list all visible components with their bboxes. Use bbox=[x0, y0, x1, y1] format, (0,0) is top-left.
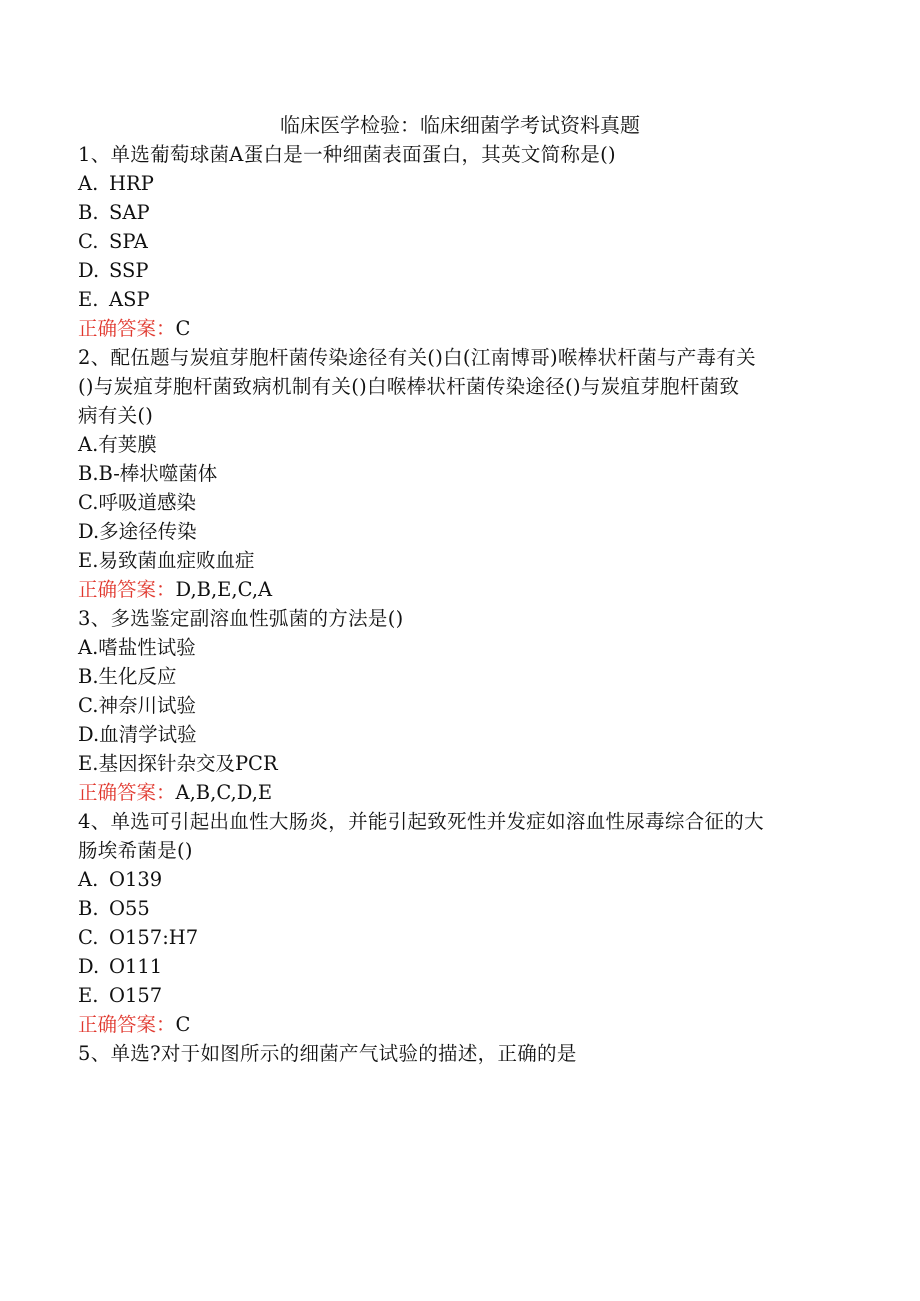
question-text: ()与炭疽芽胞杆菌致病机制有关()白喉棒状杆菌传染途径()与炭疽芽胞杆菌致 bbox=[78, 375, 740, 398]
option-letter: D. bbox=[78, 955, 100, 978]
option-text: O157:H7 bbox=[109, 926, 199, 949]
option-a bbox=[78, 430, 848, 459]
option-text: O111 bbox=[109, 955, 163, 978]
question-list bbox=[78, 140, 848, 1068]
option-text: 嗜盐性试验 bbox=[98, 636, 196, 659]
option-text: 生化反应 bbox=[98, 665, 177, 688]
option-text: 多途径传染 bbox=[99, 520, 197, 543]
option-a bbox=[78, 169, 848, 198]
question-text: 病有关() bbox=[78, 404, 154, 427]
option-text: SPA bbox=[109, 230, 148, 253]
option-b bbox=[78, 894, 848, 923]
option-text: 血清学试验 bbox=[99, 723, 197, 746]
answer-label: 正确答案： bbox=[78, 317, 176, 340]
question-5 bbox=[78, 1039, 848, 1068]
option-text: 神奈川试验 bbox=[98, 694, 196, 717]
option-d bbox=[78, 517, 848, 546]
option-d bbox=[78, 952, 848, 981]
option-text: 基因探针杂交及PCR bbox=[98, 752, 278, 775]
document-title: 临床医学检验：临床细菌学考试资料真题 bbox=[280, 113, 640, 137]
option-e bbox=[78, 546, 848, 575]
option-text: SSP bbox=[109, 259, 149, 282]
answer-label: 正确答案： bbox=[78, 781, 176, 804]
option-letter: B. bbox=[78, 665, 99, 688]
option-a bbox=[78, 633, 848, 662]
question-text: 肠埃希菌是() bbox=[78, 839, 193, 862]
question-1 bbox=[78, 140, 848, 343]
option-c bbox=[78, 691, 848, 720]
option-letter: D. bbox=[78, 520, 100, 543]
answer-label: 正确答案： bbox=[78, 578, 176, 601]
answer-value: C bbox=[175, 1013, 191, 1036]
question-text: 3、多选鉴定副溶血性弧菌的方法是() bbox=[78, 607, 404, 630]
option-text: O139 bbox=[109, 868, 163, 891]
option-letter: E. bbox=[78, 752, 99, 775]
option-letter: E. bbox=[78, 984, 99, 1007]
answer-value: C bbox=[175, 317, 191, 340]
option-letter: A. bbox=[78, 433, 99, 456]
answer-value: D,B,E,C,A bbox=[175, 578, 273, 601]
question-text: 5、单选?对于如图所示的细菌产气试验的描述，正确的是 bbox=[78, 1042, 577, 1065]
option-letter: E. bbox=[78, 549, 99, 572]
option-letter: A. bbox=[78, 172, 99, 195]
option-c bbox=[78, 227, 848, 256]
option-letter: C. bbox=[78, 230, 99, 253]
option-letter: C. bbox=[78, 694, 99, 717]
option-letter: C. bbox=[78, 491, 99, 514]
option-letter: E. bbox=[78, 288, 99, 311]
question-text: 2、配伍题与炭疽芽胞杆菌传染途径有关()白(江南博哥)喉棒状杆菌与产毒有关 bbox=[78, 346, 756, 369]
option-b bbox=[78, 459, 848, 488]
answer-label: 正确答案： bbox=[78, 1013, 176, 1036]
option-text: O55 bbox=[109, 897, 150, 920]
option-text: ASP bbox=[109, 288, 150, 311]
option-text: 易致菌血症败血症 bbox=[98, 549, 255, 572]
option-b bbox=[78, 198, 848, 227]
question-4 bbox=[78, 807, 848, 1039]
option-e bbox=[78, 981, 848, 1010]
option-a bbox=[78, 865, 848, 894]
option-letter: A. bbox=[78, 636, 99, 659]
option-letter: D. bbox=[78, 259, 100, 282]
option-letter: B. bbox=[78, 462, 99, 485]
option-c bbox=[78, 923, 848, 952]
question-text: 4、单选可引起出血性大肠炎，并能引起致死性并发症如溶血性尿毒综合征的大 bbox=[78, 810, 764, 833]
answer-value: A,B,C,D,E bbox=[175, 781, 273, 804]
option-letter: B. bbox=[78, 897, 99, 920]
option-letter: A. bbox=[78, 868, 99, 891]
answer-line bbox=[78, 778, 848, 807]
option-d bbox=[78, 256, 848, 285]
option-letter: D. bbox=[78, 723, 100, 746]
option-e bbox=[78, 749, 848, 778]
answer-line bbox=[78, 575, 848, 604]
question-2 bbox=[78, 343, 848, 604]
option-e bbox=[78, 285, 848, 314]
option-d bbox=[78, 720, 848, 749]
option-letter: B. bbox=[78, 201, 99, 224]
question-3 bbox=[78, 604, 848, 807]
option-text: 有荚膜 bbox=[98, 433, 157, 456]
option-text: O157 bbox=[109, 984, 163, 1007]
option-b bbox=[78, 662, 848, 691]
option-letter: C. bbox=[78, 926, 99, 949]
option-text: B-棒状噬菌体 bbox=[98, 462, 218, 485]
option-text: SAP bbox=[109, 201, 150, 224]
option-c bbox=[78, 488, 848, 517]
answer-line bbox=[78, 314, 848, 343]
option-text: HRP bbox=[109, 172, 154, 195]
option-text: 呼吸道感染 bbox=[98, 491, 196, 514]
question-text: 1、单选葡萄球菌A蛋白是一种细菌表面蛋白，其英文简称是() bbox=[78, 143, 616, 166]
answer-line bbox=[78, 1010, 848, 1039]
